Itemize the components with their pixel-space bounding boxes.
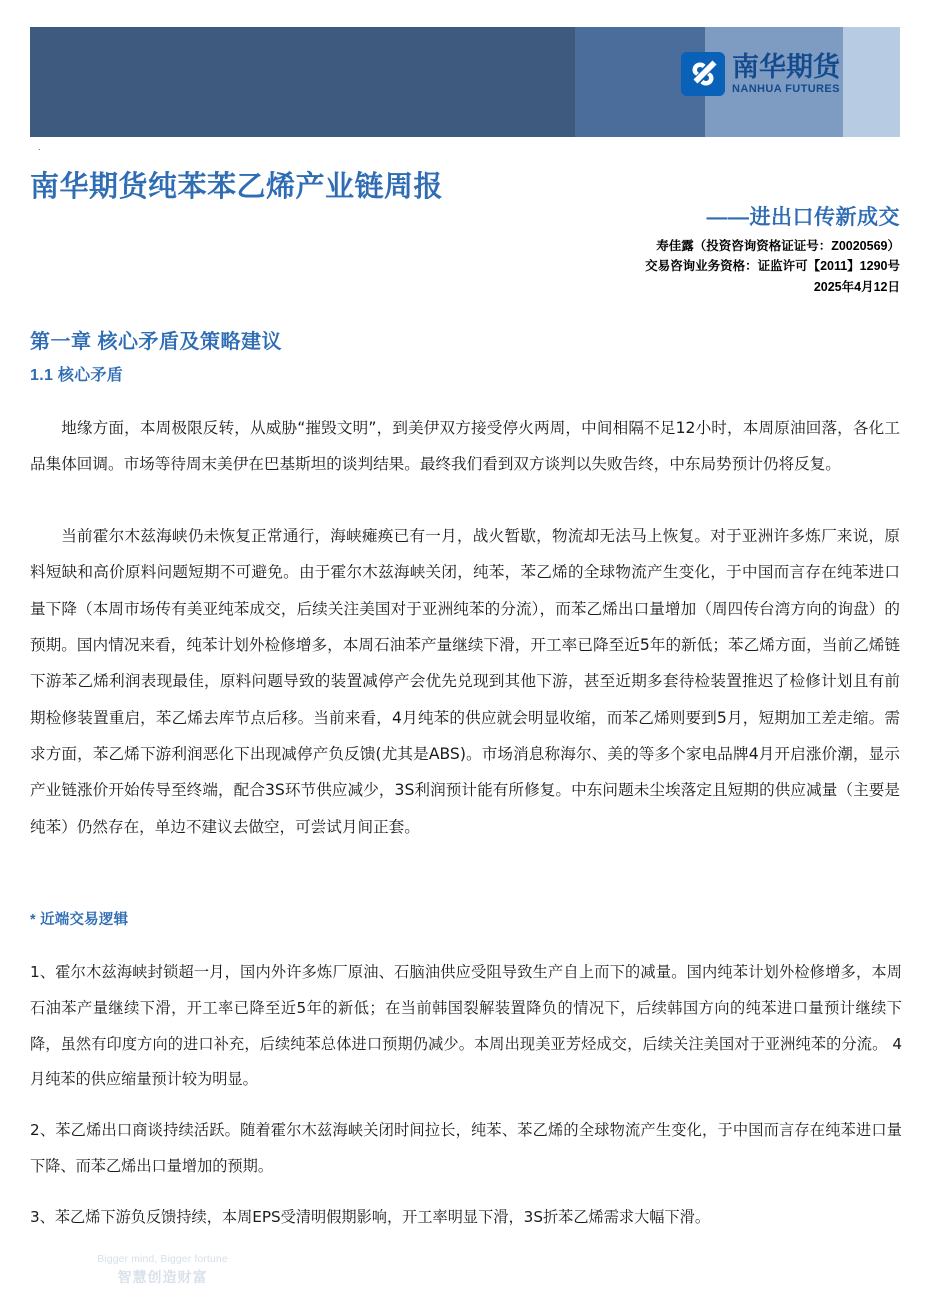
body-paragraph-2-wrap [30, 518, 900, 845]
page-title: 南华期货纯苯苯乙烯产业链周报 [30, 171, 444, 203]
nanhua-logo-icon [681, 52, 725, 96]
banner-band-4 [843, 27, 900, 137]
body-paragraph-1-wrap [30, 410, 900, 483]
company-tagline [55, 1252, 270, 1287]
logo-wordmark [732, 51, 840, 95]
logo-name-cn: 南华期货 [732, 51, 840, 83]
tagline-chinese: 智慧创造财富 [117, 1269, 208, 1286]
logic-list [30, 940, 902, 1251]
logo-name-en: NANHUA FUTURES [732, 82, 840, 95]
company-logo [681, 52, 840, 96]
chapter-heading: 第一章 核心矛盾及策略建议 [30, 331, 283, 353]
tagline-english: Bigger mind, Bigger fortune [97, 1252, 228, 1265]
logic-heading: * 近端交易逻辑 [30, 912, 129, 928]
logic-item-3: 3、苯乙烯下游负反馈持续，本周EPS受清明假期影响，开工率明显下滑，3S折苯乙烯需求大幅下滑。 [30, 1207, 711, 1226]
section-heading: 1.1 核心矛盾 [30, 367, 124, 384]
logic-item-2: 2、苯乙烯出口商谈持续活跃。随着霍尔木兹海峡关闭时间拉长，纯苯、苯乙烯的全球物流产生变化，于中国而言存在纯苯进口量下降、而苯乙烯出口量增加的预期。 [30, 1121, 902, 1175]
stray-mark: . [38, 142, 41, 152]
page-subtitle: ——进出口传新成交 [706, 206, 900, 229]
banner-band-1 [30, 27, 575, 137]
logic-item-1: 1、霍尔木兹海峡封锁超一月，国内外许多炼厂原油、石脑油供应受阻导致生产自上而下的减量。国内纯苯计划外检修增多，本周石油苯产量继续下滑，开工率已降至近5年的新低；在当前韩国裂解装置降负的情况下，后续韩国方向的纯苯进口量预计继续下降，虽然有印度方向的进口补充，后续纯苯总体进口预期仍减少。本周出现美亚芳烃成交，后续关注美国对于亚洲纯苯的分流。 4月纯苯的供应缩量预计较为明显。 [30, 963, 902, 1089]
report-date: 2025年4月12日 [813, 279, 900, 294]
body-paragraph-2: 当前霍尔木兹海峡仍未恢复正常通行，海峡瘫痪已有一月，战火暂歇，物流却无法马上恢复。对于亚洲许多炼厂来说，原料短缺和高价原料问题短期不可避免。由于霍尔木兹海峡关闭，纯苯，苯乙烯的全球物流产生变化，于中国而言存在纯苯进口量下降（本周市场传有美亚纯苯成交，后续关注美国对于亚洲纯苯的分流），而苯乙烯出口量增加（周四传台湾方向的询盘）的预期。国内情况来看，纯苯计划外检修增多，本周石油苯产量继续下滑，开工率已降至近5年的新低；苯乙烯方面，当前乙烯链下游苯乙烯利润表现最佳，原料问题导致的装置减停产会优先兑现到其他下游，甚至近期多套待检装置推迟了检修计划且有前期检修装置重启，苯乙烯去库节点后移。当前来看，4月纯苯的供应就会明显收缩，而苯乙烯则要到5月，短期加工差走缩。需求方面，苯乙烯下游利润恶化下出现减停产负反馈(尤其是ABS)。市场消息称海尔、美的等多个家电品牌4月开启涨价潮，显示产业链涨价开始传导至终端，配合3S环节供应减少，3S利润预计能有所修复。中东问题未尘埃落定且短期的供应减量（主要是纯苯）仍然存在，单边不建议去做空，可尝试月间正套。 [30, 527, 900, 836]
analyst-line: 寿佳露（投资咨询资格证证号：Z0020569） [656, 239, 900, 253]
body-paragraph-1: 地缘方面，本周极限反转，从威胁“摧毁文明”，到美伊双方接受停火两周，中间相隔不足12小时，本周原油回落，各化工品集体回调。市场等待周末美伊在巴基斯坦的谈判结果。最终我们看到双方谈判以失败告终，中东局势预计仍将反复。 [30, 419, 900, 474]
license-line: 交易咨询业务资格：证监许可【2011】1290号 [645, 259, 900, 274]
report-metadata [645, 236, 900, 297]
